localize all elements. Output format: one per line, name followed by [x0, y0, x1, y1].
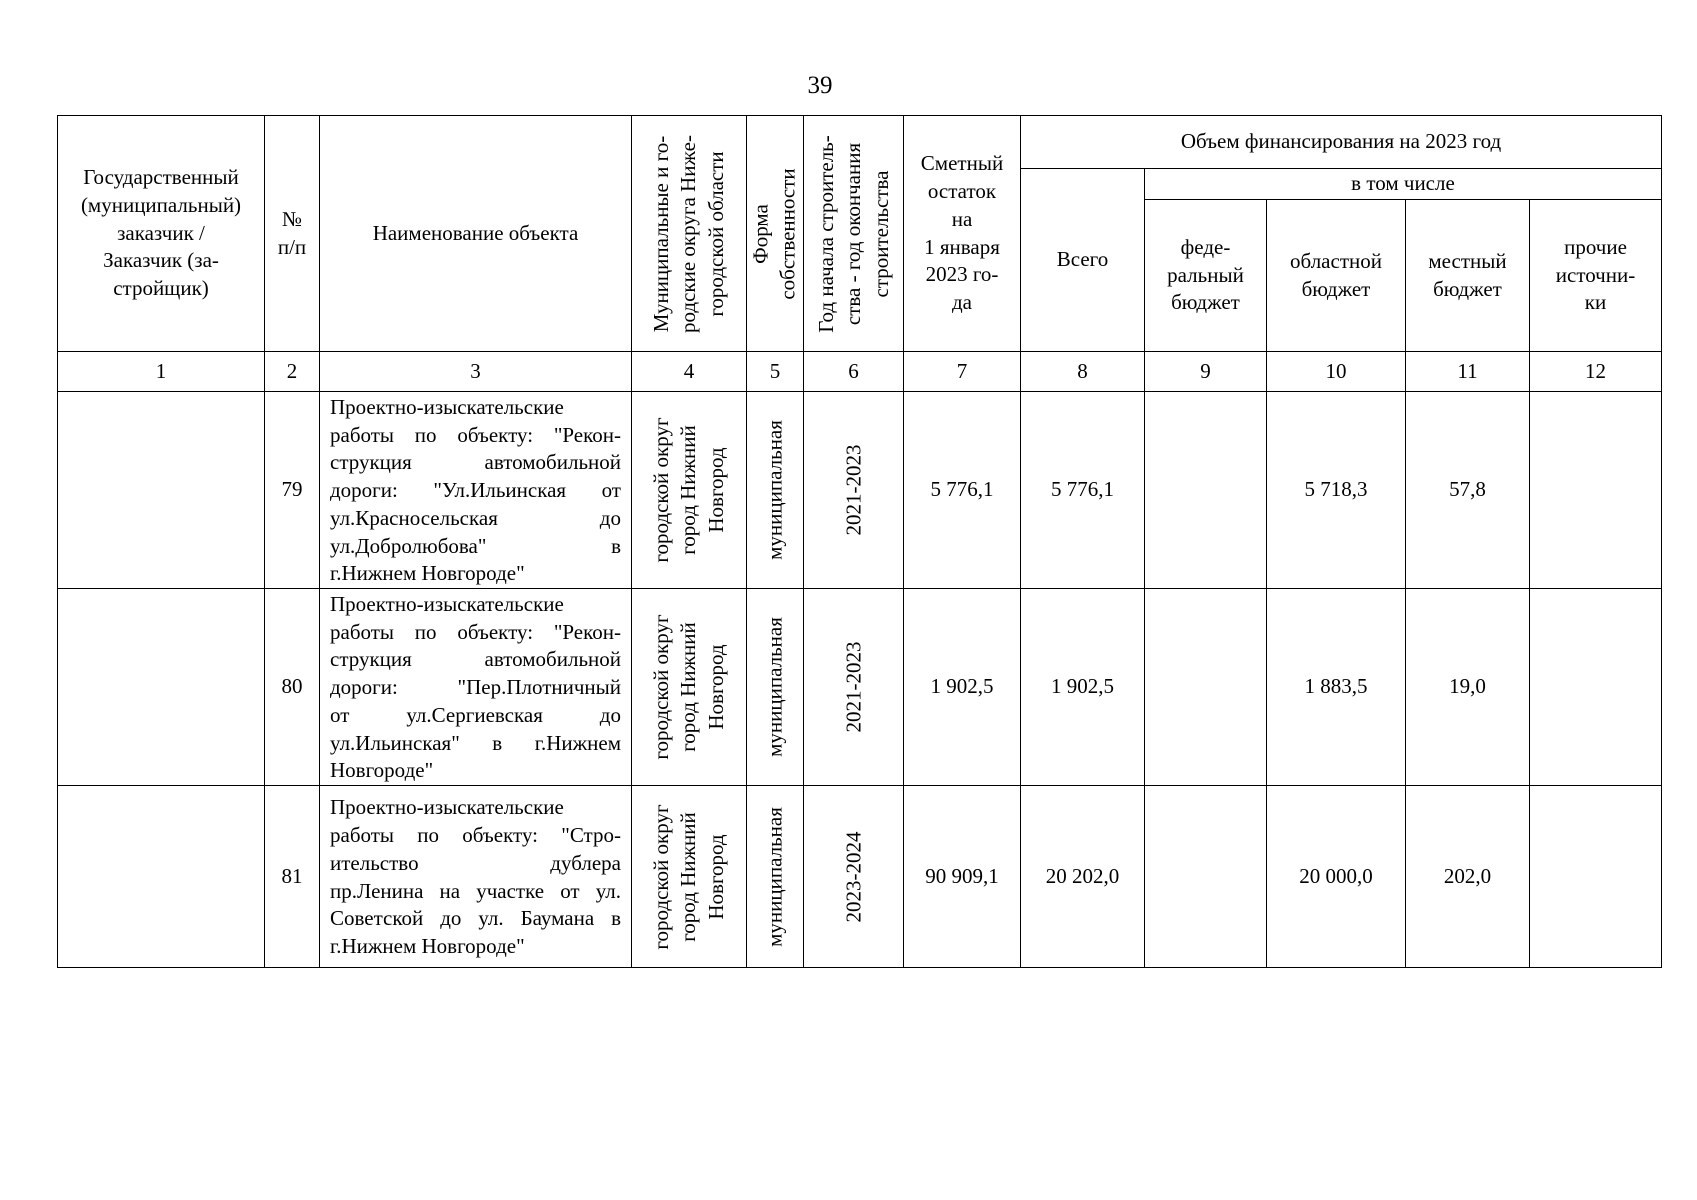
column-number: 3	[320, 352, 632, 392]
row-number: 81	[265, 786, 320, 968]
text-line: №	[281, 206, 303, 231]
row-years-text: 2021-2023	[840, 444, 865, 536]
header-other-text	[1530, 234, 1661, 317]
header-total: Всего	[1021, 169, 1145, 352]
text-line: г.Нижнем Новгороде"	[330, 934, 525, 958]
row-number: 80	[265, 589, 320, 786]
row-object-name-text	[320, 589, 631, 785]
text-line: работы по объекту: "Рекон-	[330, 422, 621, 447]
column-number: 1	[58, 352, 265, 392]
row-object-name	[320, 392, 632, 589]
text-line: пр.Ленина на участке от ул.	[330, 878, 621, 903]
page-number: 39	[807, 72, 833, 99]
column-number: 2	[265, 352, 320, 392]
column-number: 5	[747, 352, 804, 392]
row-ownership	[747, 589, 804, 786]
text-line: на	[951, 206, 973, 231]
text-line: бюджет	[1171, 290, 1240, 315]
column-number: 9	[1145, 352, 1267, 392]
text-line: Проектно-изыскательские	[330, 395, 564, 419]
text-line: Новгород	[703, 833, 728, 920]
header-years	[804, 116, 904, 352]
row-number: 79	[265, 392, 320, 589]
text-line: 2023 го-	[925, 262, 999, 287]
row-regional: 1 883,5	[1267, 589, 1406, 786]
row-district	[632, 589, 747, 786]
column-number: 10	[1267, 352, 1406, 392]
header-estimate-balance	[904, 116, 1021, 352]
row-years	[804, 786, 904, 968]
text-line: город Нижний	[676, 425, 701, 555]
text-line: строительства	[868, 169, 893, 298]
text-line: Новгород	[703, 644, 728, 730]
text-line: струкция автомобильной	[330, 647, 621, 672]
text-line: источни-	[1555, 262, 1636, 287]
text-line: заказчик /	[117, 220, 205, 245]
row-local: 202,0	[1406, 786, 1530, 968]
text-line: Новгород	[703, 447, 728, 533]
column-number: 4	[632, 352, 747, 392]
column-number: 7	[904, 352, 1021, 392]
header-object-name	[320, 116, 632, 352]
column-numbers-row	[58, 352, 1662, 392]
text-line: собственности	[776, 167, 800, 300]
header-regional-text	[1267, 248, 1405, 303]
text-line: стройщик)	[113, 276, 209, 301]
row-district-text	[648, 614, 730, 759]
row-object-name-text	[320, 392, 631, 588]
row-total: 20 202,0	[1021, 786, 1145, 968]
header-districts	[632, 116, 747, 352]
text-line: городской округ	[649, 614, 674, 760]
text-line: ки	[1584, 290, 1607, 315]
text-line: местный	[1428, 248, 1507, 273]
text-line: Сметный	[920, 151, 1004, 176]
text-line: ул.Красносельская до	[330, 505, 621, 530]
row-district-text	[648, 417, 730, 562]
row-object-name	[320, 786, 632, 968]
text-line: бюджет	[1301, 276, 1371, 301]
text-line: бюджет	[1433, 276, 1502, 301]
row-total: 1 902,5	[1021, 589, 1145, 786]
row-local: 57,8	[1406, 392, 1530, 589]
row-other	[1530, 589, 1662, 786]
text-line: (муниципальный)	[80, 192, 242, 217]
row-estimate-balance: 5 776,1	[904, 392, 1021, 589]
row-regional: 5 718,3	[1267, 392, 1406, 589]
header-other	[1530, 200, 1662, 352]
row-ownership	[747, 786, 804, 968]
row-federal	[1145, 786, 1267, 968]
row-ownership-text: муниципальная	[762, 420, 787, 560]
row-ownership-text: муниципальная	[762, 617, 787, 757]
text-line: дороги: "Пер.Плотничный	[330, 675, 621, 700]
text-line: ральный	[1167, 262, 1244, 287]
text-line: 1 января	[924, 234, 1000, 259]
row-customer	[58, 392, 265, 589]
row-estimate-balance: 1 902,5	[904, 589, 1021, 786]
column-number: 12	[1530, 352, 1662, 392]
row-regional: 20 000,0	[1267, 786, 1406, 968]
text-line: Форма	[748, 203, 773, 264]
text-line: город Нижний	[676, 622, 701, 752]
row-federal	[1145, 392, 1267, 589]
header-funding-title: Объем финансирования на 2023 год	[1021, 116, 1662, 169]
row-years	[804, 392, 904, 589]
text-line: ул.Ильинская" в г.Нижнем	[330, 730, 621, 755]
header-local-text	[1406, 248, 1529, 303]
row-estimate-balance: 90 909,1	[904, 786, 1021, 968]
header-federal-text	[1145, 234, 1266, 317]
header-federal	[1145, 200, 1267, 352]
header-years-text	[813, 135, 895, 333]
row-years	[804, 589, 904, 786]
text-line: г.Нижнем Новгороде"	[330, 561, 525, 586]
text-line: остаток	[927, 179, 997, 204]
text-line: ства - год окончания	[840, 142, 865, 325]
header-regional	[1267, 200, 1406, 352]
text-line: Проектно-изыскательские	[330, 592, 564, 617]
table-row	[58, 589, 1662, 786]
text-line: город Нижний	[676, 811, 701, 942]
header-number	[265, 116, 320, 352]
row-years-text: 2023-2024	[840, 831, 865, 923]
row-ownership-text: муниципальная	[762, 806, 787, 947]
header-including: в том числе	[1145, 169, 1662, 200]
text-line: родские округа Ниже-	[676, 134, 701, 333]
text-line: работы по объекту: "Рекон-	[330, 619, 621, 644]
text-line: прочие	[1564, 234, 1627, 259]
row-federal	[1145, 589, 1267, 786]
row-ownership	[747, 392, 804, 589]
text-line: Государственный	[83, 165, 239, 190]
row-total: 5 776,1	[1021, 392, 1145, 589]
text-line: городской округ	[649, 803, 674, 950]
text-line: Новгороде"	[330, 758, 434, 783]
text-line: областной	[1290, 248, 1382, 273]
text-line: городской области	[703, 150, 728, 317]
text-line: феде-	[1180, 234, 1231, 259]
header-ownership-text	[748, 168, 803, 299]
text-line: работы по объекту: "Стро-	[330, 823, 621, 848]
row-customer	[58, 589, 265, 786]
header-customer	[58, 116, 265, 352]
column-number: 6	[804, 352, 904, 392]
table-row	[58, 392, 1662, 589]
header-customer-text	[58, 164, 264, 303]
header-districts-text	[648, 135, 730, 333]
text-line: да	[951, 289, 972, 314]
row-years-text: 2021-2023	[840, 641, 865, 733]
row-district	[632, 392, 747, 589]
row-district	[632, 786, 747, 968]
text-line: п/п	[277, 234, 307, 259]
text-line: струкция автомобильной	[330, 450, 621, 475]
text-line: Проектно-изыскательские	[330, 795, 564, 820]
row-other	[1530, 786, 1662, 968]
financing-table	[57, 115, 1662, 968]
row-local: 19,0	[1406, 589, 1530, 786]
text-line: городской округ	[649, 417, 674, 563]
text-line: ул.Добролюбова" в	[330, 533, 621, 558]
text-line: Муниципальные и го-	[649, 135, 674, 332]
text-line: Заказчик (за-	[103, 248, 219, 273]
column-number: 8	[1021, 352, 1145, 392]
text-line: дороги: "Ул.Ильинская от	[330, 478, 621, 503]
row-customer	[58, 786, 265, 968]
header-local	[1406, 200, 1530, 352]
text-line: ительство дублера	[330, 850, 621, 875]
column-number: 11	[1406, 352, 1530, 392]
row-object-name-text	[320, 792, 631, 960]
text-line: Год начала строитель-	[813, 134, 838, 333]
header-object-name-text: Наименование объекта	[372, 220, 579, 245]
table-row	[58, 786, 1662, 968]
header-estimate-balance-text	[904, 150, 1020, 316]
header-number-text	[265, 206, 319, 261]
row-district-text	[648, 804, 730, 949]
header-ownership	[747, 116, 804, 352]
row-other	[1530, 392, 1662, 589]
text-line: от ул.Сергиевская до	[330, 702, 621, 727]
row-object-name	[320, 589, 632, 786]
text-line: Советской до ул. Баумана в	[330, 906, 621, 931]
